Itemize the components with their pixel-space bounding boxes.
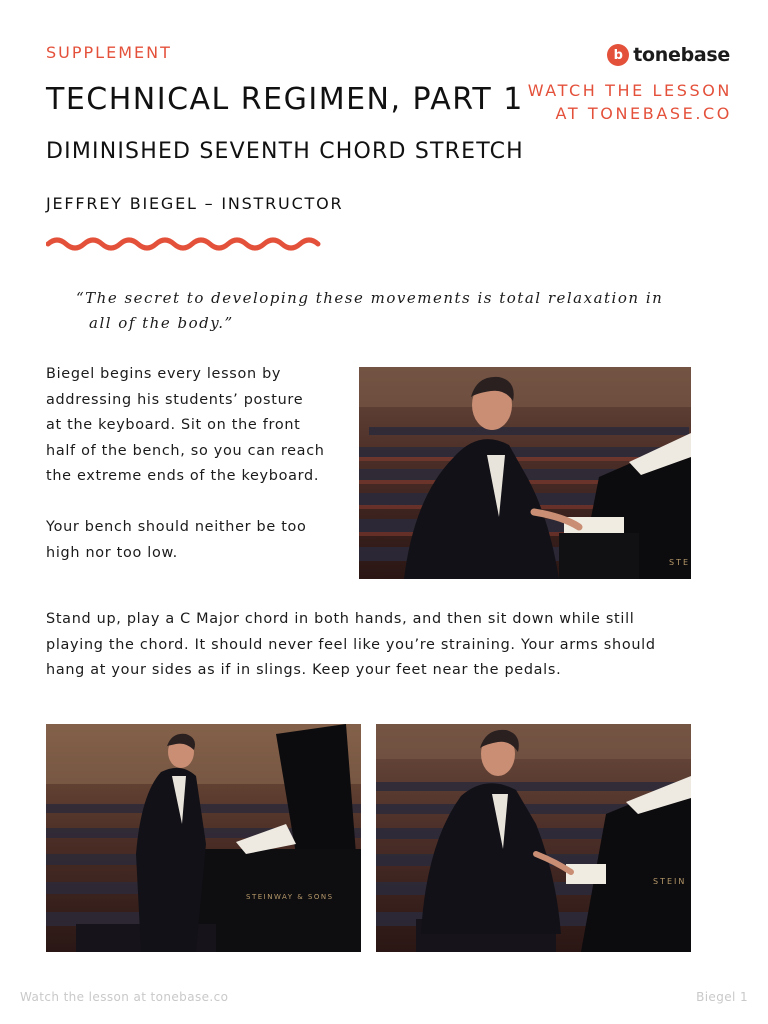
wave-divider [46,234,326,254]
photo-standing-at-piano [46,724,361,952]
pull-quote [76,286,676,336]
tonebase-logo-icon: b [607,44,629,66]
photo-seated-side-view [376,724,691,952]
text-line: at the keyboard. Sit on the front [46,417,301,434]
tonebase-logo[interactable] [607,44,730,66]
instructor-line: JEFFREY BIEGEL – INSTRUCTOR [46,194,344,213]
text-line: Stand up, play a C Major chord in both hands, and then sit down while still [46,611,635,627]
text-line: Biegel begins every lesson by [46,366,282,382]
text-line: playing the chord. It should never feel like you’re straining. Your arms should [46,636,656,653]
page-number: Biegel 1 [696,990,748,1004]
page-subtitle: DIMINISHED SEVENTH CHORD STRETCH [46,139,524,164]
photo-seated-at-piano [359,367,691,579]
footer-link[interactable]: Watch the lesson at tonebase.co [20,990,229,1004]
watch-line-1: WATCH THE LESSON [527,81,732,100]
quote-line-1: “The secret to developing these movements is total relaxation in [76,289,664,307]
text-line: high nor too low. [46,544,178,561]
watch-line-2: AT TONEBASE.CO [555,104,732,123]
text-line: the extreme ends of the keyboard. [46,468,320,485]
piano-brand-text: STE [669,558,691,567]
paragraph-posture [46,362,346,490]
piano-brand-text: STEINWAY & SONS [246,893,334,901]
text-line: Your bench should neither be too [46,519,307,535]
logo-text: tonebase [633,44,730,66]
piano-brand-text: STEIN [653,877,687,886]
paragraph-chord [46,607,706,684]
text-line: hang at your sides as if in slings. Keep your feet near the pedals. [46,662,562,679]
watch-lesson-link[interactable] [528,79,732,125]
quote-line-2: all of the body.” [89,314,234,332]
paragraph-bench [46,515,346,566]
text-line: half of the bench, so you can reach [46,442,325,459]
page-title: TECHNICAL REGIMEN, PART 1 [46,82,524,117]
supplement-label: SUPPLEMENT [46,43,172,62]
text-line: addressing his students’ posture [46,391,304,408]
